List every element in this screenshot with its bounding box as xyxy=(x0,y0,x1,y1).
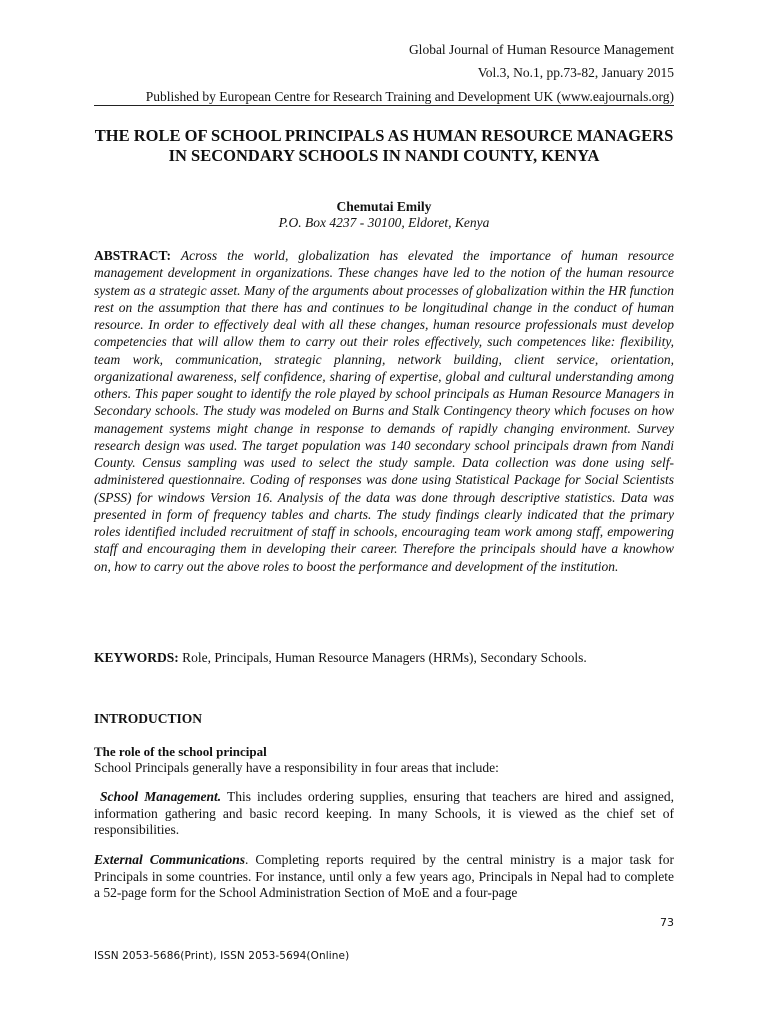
page-number: 73 xyxy=(660,916,674,929)
author-address: P.O. Box 4237 - 30100, Eldoret, Kenya xyxy=(278,215,490,230)
author-name: Chemutai Emily xyxy=(336,199,432,214)
subsection-heading: The role of the school principal xyxy=(94,744,267,759)
keywords-text: Role, Principals, Human Resource Managers (HRMs), Secondary Schools. xyxy=(182,650,587,665)
body-paragraph-school-management xyxy=(94,789,674,839)
publisher-line: Published by European Centre for Research Training and Development UK (www.eajournals.org) xyxy=(145,89,674,104)
paragraph-text: This includes ordering supplies, ensuring that teachers are hired and assigned, information gathering and basic record keeping. In many Schools, it is viewed as the chief set of responsibilities. xyxy=(94,789,675,837)
journal-volume: Vol.3, No.1, pp.73-82, January 2015 xyxy=(477,65,674,80)
term-school-management: School Management. xyxy=(100,789,222,804)
keywords-label: KEYWORDS: xyxy=(94,650,179,665)
keywords xyxy=(94,649,674,666)
abstract-text: Across the world, globalization has elevated the importance of human resource management development in organizations. These changes have led to the notion of the human resource system as a strategic asset. Many of the arguments about processes of globalization within the HR function rest on the assumption that there has and continues to be longitudinal change in the conduct of human resource. In order to effectively deal with all these changes, human resource professionals must develop competencies that will allow them to carry out their roles effectively, such competences like: flexibility, team work, communication, strategic planning, network building, client service, orientation, organizational awareness, self confidence, sharing of expertise, global and cultural understanding among others. This paper sought to identify the role played by school principals as Human Resource Managers in Secondary schools. The study was modeled on Burns and Stalk Contingency theory which focuses on how management systems might change in response to demands of rapidly changing environment. Survey research design was used. The target population was 140 secondary school principals drawn from Nandi County. Census sampling was used to select the study sample. Data collection was done using self-administered questionnaire. Coding of responses was done using Statistical Package for Social Scientists (SPSS) for windows Version 16. Analysis of the data was done through descriptive statistics. Data was presented in form of frequency tables and charts. The study findings clearly indicated that the primary roles identified included recruitment of staff in schools, encouraging team work among staff, empowering staff and encouraging them in developing their career. Therefore the principals should have a knowhow on, how to carry out the above roles to boost the performance and development of the institution. xyxy=(94,248,674,574)
section-heading-introduction: INTRODUCTION xyxy=(94,711,203,726)
abstract xyxy=(94,247,674,575)
abstract-label: ABSTRACT: xyxy=(94,248,172,263)
article-title: THE ROLE OF SCHOOL PRINCIPALS AS HUMAN RESOURCE MANAGERS IN SECONDARY SCHOOLS IN NANDI COUNTY, KENYA xyxy=(94,126,674,165)
term-external-communications: External Communications xyxy=(94,852,246,867)
header-rule xyxy=(94,105,674,106)
paragraph-text: . Completing reports required by the central ministry is a major task for Principals in some countries. For instance, until only a few years ago, Principals in Nepal had to complete a 52-page form for the School Administration Section of MoE and a four-page xyxy=(94,852,674,900)
journal-name: Global Journal of Human Resource Management xyxy=(408,42,674,57)
body-paragraph: School Principals generally have a responsibility in four areas that include: xyxy=(94,760,499,775)
issn-footer: ISSN 2053-5686(Print), ISSN 2053-5694(Online) xyxy=(94,950,350,962)
body-paragraph-external-communications xyxy=(94,852,674,902)
